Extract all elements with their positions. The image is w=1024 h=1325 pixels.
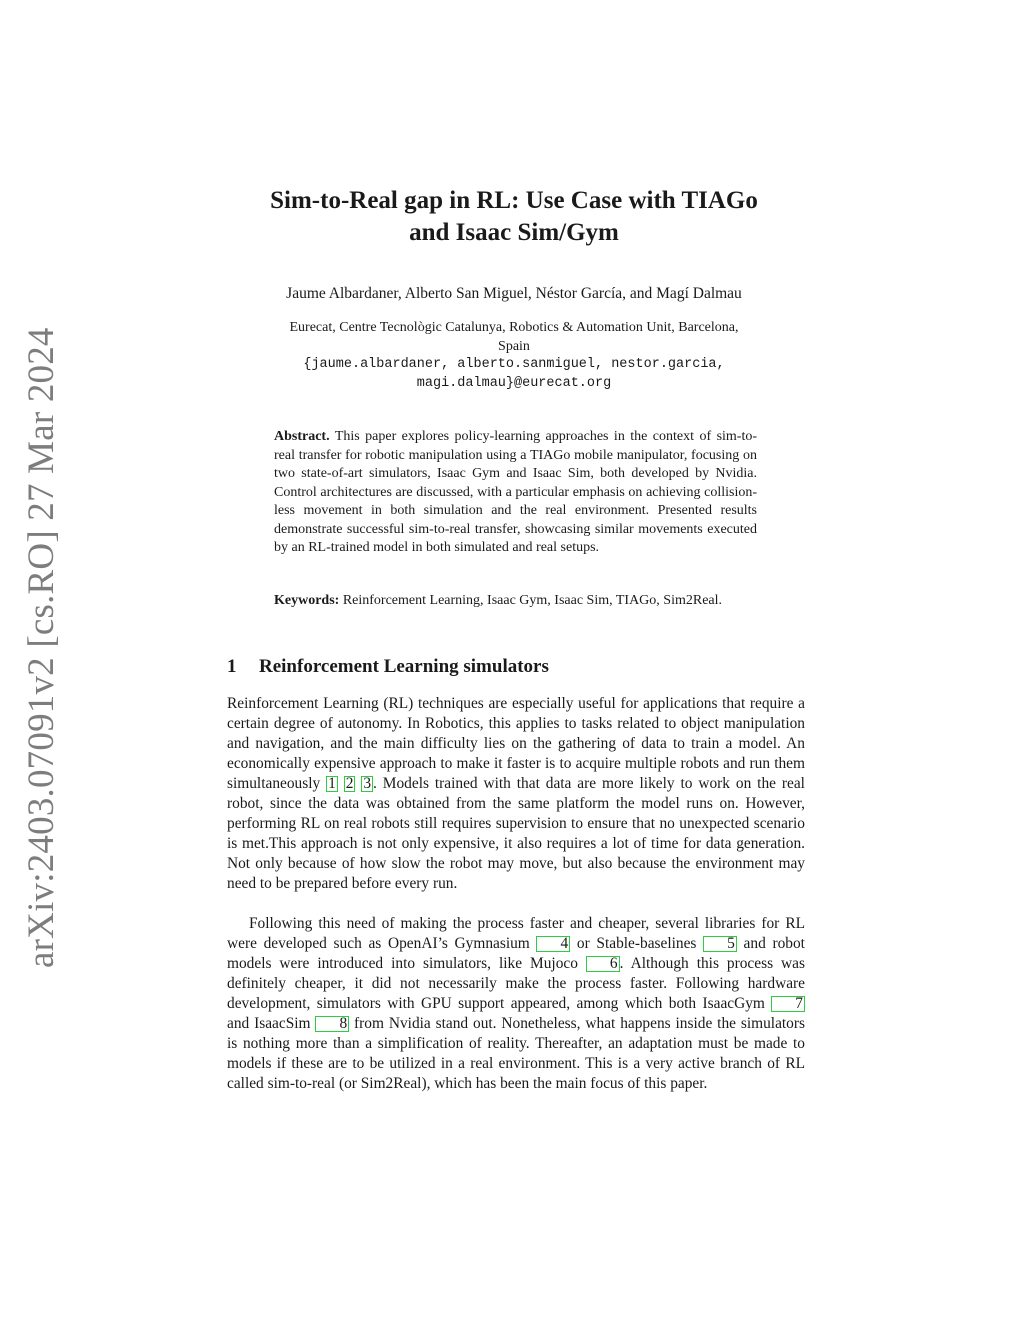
citation-link-4[interactable]: 4 [536, 936, 570, 952]
abstract-text: This paper explores policy-learning approaches in the context of sim-to-real transfer for robotic manipulation using a TIAGo mobile manipulator, focusing on two state-of-art simulators, Isaac Gym and Isaac Sim, both developed by Nvidia. Control architectures are discussed, with a particular emphasis on achieving collision-less movement in both simulation and the real environment. Presented results demonstrate successful sim-to-real transfer, showcasing similar movements executed by an RL-trained model in both simulated and real setups. [274, 429, 758, 555]
citation-link-8[interactable]: 8 [315, 1016, 349, 1032]
section-number: 1 [227, 656, 237, 677]
body-paragraph-2 [227, 914, 805, 1094]
paragraph-text: and IsaacSim [227, 1015, 311, 1032]
paragraph-text: . Although this process was definitely cheaper, it did not necessarily make the process faster. Following hardware development, simulators with GPU support appeared, among which both IsaacGym [227, 955, 805, 1012]
paragraph-text: . Models trained with that data are more likely to work on the real robot, since the data was obtained from the same platform the model runs on. However, performing RL on real robots still requires supervision to ensure that no unexpected scenario is met.This approach is not only expensive, it also requires a lot of time for data generation. Not only because of how slow the robot may move, but also because the environment may need to be prepared before every run. [227, 775, 805, 892]
paragraph-text: from Nvidia stand out. Nonetheless, what happens inside the simulators is nothing more than a simplification of reality. Thereafter, an adaptation must be made to models if these are to be utilized in a real environment. This is a very active branch of RL called sim-to-real (or Sim2Real), which has been the main focus of this paper. [227, 1015, 805, 1092]
abstract-label: Abstract. [274, 429, 330, 444]
body-paragraph-1 [227, 694, 805, 894]
citation-link-2[interactable]: 2 [345, 775, 354, 792]
citation-link-3[interactable]: 3 [363, 775, 372, 792]
keywords-label: Keywords: [274, 593, 340, 608]
paragraph-text: Following this need of making the process faster and cheaper, several libraries for RL were developed such as OpenAI’s Gymnasium [227, 915, 805, 952]
keywords-text: Reinforcement Learning, Isaac Gym, Isaac Sim, TIAGo, Sim2Real. [342, 593, 723, 608]
author-list: Jaume Albardaner, Alberto San Miguel, Néstor García, and Magí Dalmau [286, 285, 742, 302]
email-line-1: {jaume.albardaner, alberto.sanmiguel, nestor.garcia, [303, 357, 725, 372]
section-title: Reinforcement Learning simulators [259, 656, 549, 677]
paragraph-text: Reinforcement Learning (RL) techniques are especially useful for applications that require a certain degree of autonomy. In Robotics, this applies to tasks related to object manipulation and navigation, and the main difficulty lies on the gathering of data to train a model. An economically expensive approach to make it faster is to acquire multiple robots and run them simultaneously [227, 695, 805, 792]
arxiv-identifier-stamp: arXiv:2403.07091v2 [cs.RO] 27 Mar 2024 [21, 327, 62, 968]
paragraph-text: and robot models were introduced into simulators, like Mujoco [227, 935, 805, 972]
citation-link-5[interactable]: 5 [703, 936, 737, 952]
paper-title [200, 185, 828, 249]
paper-title-line-1: Sim-to-Real gap in RL: Use Case with TIAGo [270, 187, 758, 214]
affiliation-block [200, 319, 828, 393]
email-line-2: magi.dalmau}@eurecat.org [416, 375, 612, 391]
citation-link-7[interactable]: 7 [771, 996, 805, 1012]
paragraph-text: or Stable-baselines [576, 935, 697, 952]
affiliation-line-2: Spain [498, 338, 530, 354]
paper-title-line-2: and Isaac Sim/Gym [409, 219, 619, 246]
keywords [274, 592, 757, 611]
citation-link-6[interactable]: 6 [586, 956, 620, 972]
citation-link-1[interactable]: 1 [328, 775, 336, 792]
affiliation-line-1: Eurecat, Centre Tecnològic Catalunya, Robotics & Automation Unit, Barcelona, [289, 320, 739, 335]
section-heading [227, 655, 549, 679]
abstract [274, 428, 757, 558]
